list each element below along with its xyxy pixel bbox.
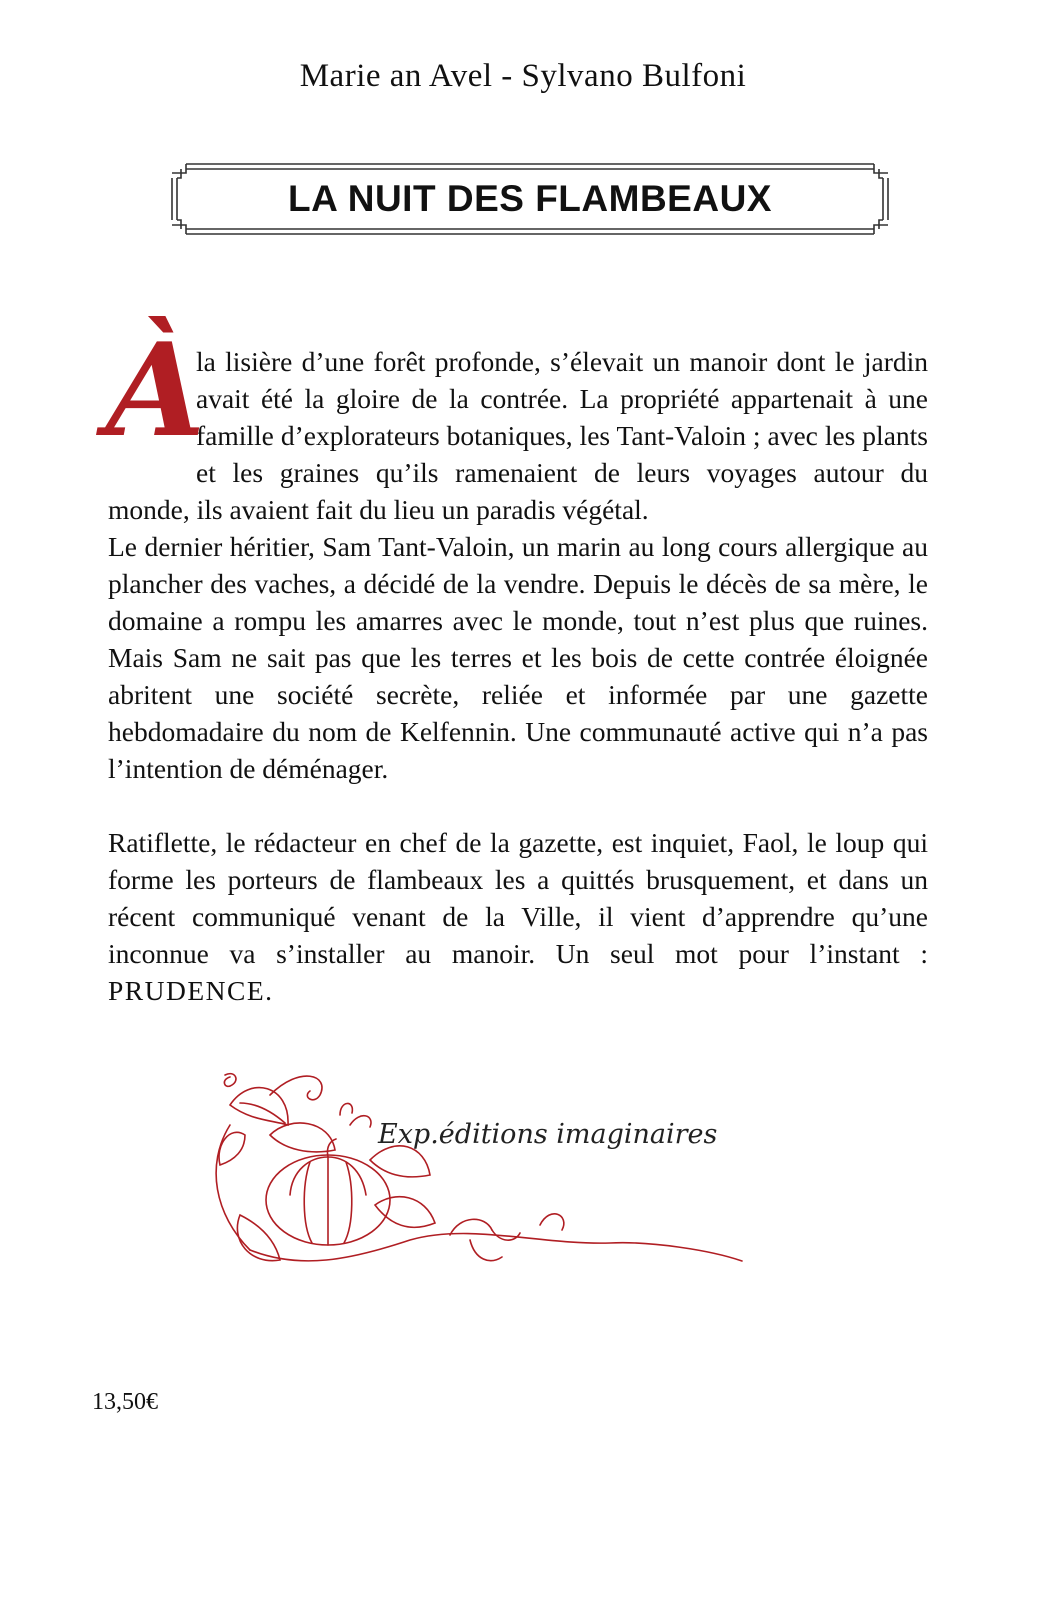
paragraph-1 — [106, 316, 928, 528]
paragraph-3 — [108, 824, 928, 1009]
paragraph-3-text: Ratiflette, le rédacteur en chef de la gazette, est inquiet, Faol, le loup qui forme les porteurs de flambeaux les a quittés brusquement, et dans un récent communiqué venant de la Ville, il vient d’apprendre qu’une inconnue va s’installer au manoir. Un seul mot pour l’instant : — [108, 827, 928, 969]
drop-cap-letter: À — [106, 316, 206, 466]
pumpkin-ornament-icon — [210, 1065, 750, 1280]
title-frame — [168, 160, 892, 238]
book-title: LA NUIT DES FLAMBEAUX — [288, 178, 772, 219]
blurb — [106, 316, 928, 1009]
book-authors: Marie an Avel - Sylvano Bulfoni — [299, 58, 747, 94]
paragraph-2: Le dernier héritier, Sam Tant-Valoin, un marin au long cours allergique au plancher des vaches, a décidé de la vendre. Depuis le décès de sa mère, le domaine a rompu les amarres avec le monde, tout n’est plus que ruines. Mais Sam ne sait pas que les terres et les bois de cette contrée éloignée abritent une société secrète, reliée et informée par une gazette hebdomadaire du nom de Kelfennin. Une communauté active qui n’a pas l’intention de déménager. — [108, 531, 928, 784]
drop-cap — [106, 316, 206, 466]
price: 13,50€ — [92, 1389, 158, 1415]
paragraph-1-text: la lisière d’une forêt profonde, s’élevait un manoir dont le jardin avait été la gloire de la contrée. La propriété appartenait à une famille d’explorateurs botaniques, les Tant-Valoin ; avec les plants et les graines qu’ils ramenaient de leurs voyages autour du monde, ils avaient fait du lieu un paradis végétal. — [108, 346, 928, 525]
paragraph-3-emphasis: PRUDENCE. — [108, 975, 274, 1006]
publisher-logo-text: Exp.éditions imaginaires — [378, 1119, 718, 1150]
